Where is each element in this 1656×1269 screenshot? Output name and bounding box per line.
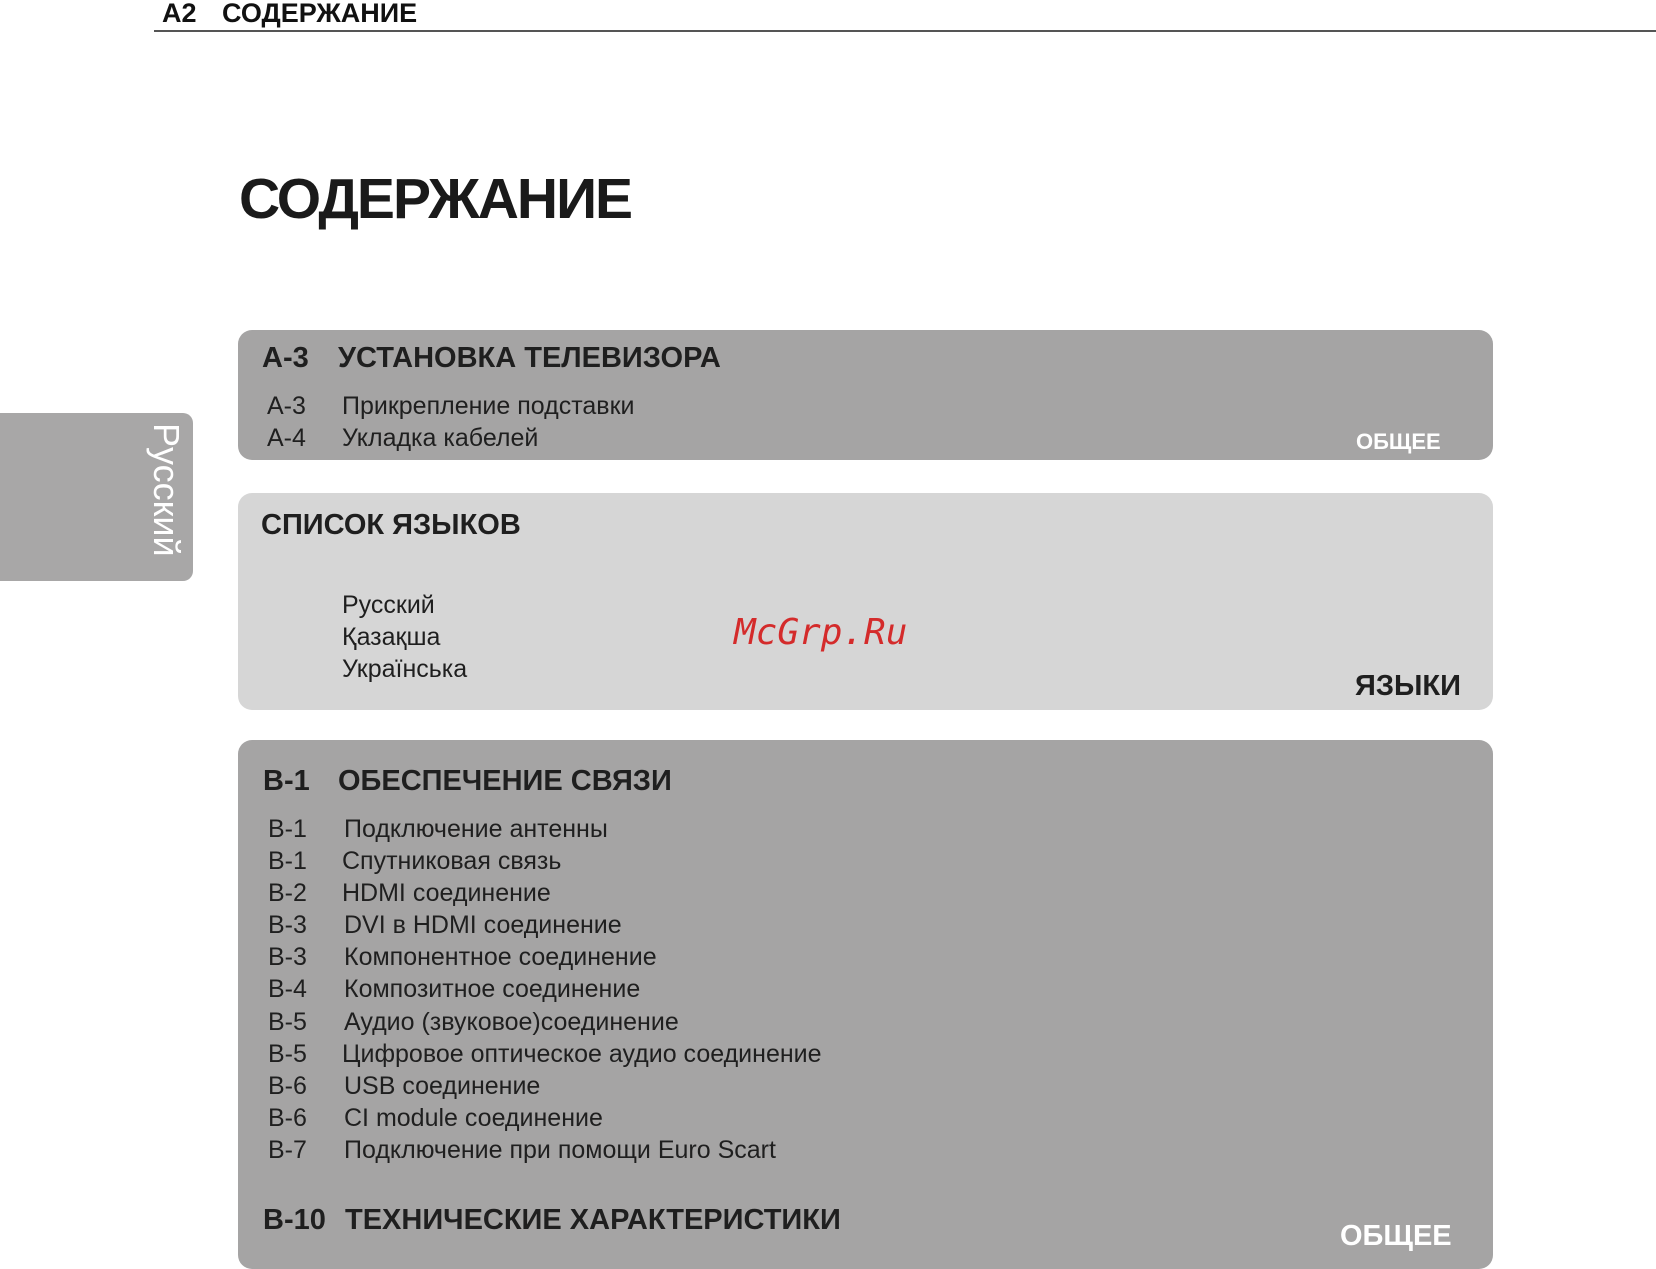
toc-item-label[interactable]: Цифровое оптическое аудио соединение: [342, 1040, 822, 1068]
toc-item-label[interactable]: Композитное соединение: [344, 975, 641, 1003]
toc-item-code: B-3: [268, 943, 307, 971]
toc-item-label[interactable]: HDMI соединение: [342, 879, 551, 907]
section-tag: ОБЩЕЕ: [1356, 429, 1441, 454]
toc-item-label[interactable]: Подключение при помощи Euro Scart: [344, 1136, 776, 1164]
section-title: СПИСОК ЯЗЫКОВ: [261, 509, 521, 541]
header-page-number: A2: [162, 0, 197, 28]
section-languages: [238, 493, 1493, 710]
page-title: СОДЕРЖАНИЕ: [239, 167, 632, 231]
section-code: B-10: [263, 1204, 326, 1236]
section-connections: [238, 740, 1493, 1269]
toc-item-label[interactable]: Компонентное соединение: [344, 943, 657, 971]
toc-item-code: B-4: [268, 975, 307, 1003]
toc-item-code: B-6: [268, 1072, 307, 1100]
section-tag: ОБЩЕЕ: [1340, 1220, 1452, 1252]
toc-item-code: B-5: [268, 1040, 307, 1068]
header-title: СОДЕРЖАНИЕ: [222, 0, 418, 28]
section-installation: [238, 330, 1493, 460]
toc-item-label[interactable]: Аудио (звуковое)соединение: [344, 1008, 679, 1036]
toc-item-label[interactable]: Подключение антенны: [344, 815, 608, 843]
language-item[interactable]: Қазақша: [342, 623, 441, 651]
toc-item-label[interactable]: Прикрепление подставки: [342, 392, 635, 420]
toc-item-label[interactable]: CI module соединение: [344, 1104, 603, 1132]
language-side-tab: [0, 413, 193, 581]
section-title: УСТАНОВКА ТЕЛЕВИЗОРА: [338, 342, 721, 374]
section-title: ТЕХНИЧЕСКИЕ ХАРАКТЕРИСТИКИ: [345, 1204, 841, 1236]
watermark: McGrp.Ru: [734, 612, 908, 653]
section-code: A-3: [262, 342, 309, 374]
toc-item-code: B-7: [268, 1136, 307, 1164]
section-tag: ЯЗЫКИ: [1355, 670, 1461, 702]
language-item[interactable]: Русский: [342, 591, 435, 619]
toc-item-label[interactable]: DVI в HDMI соединение: [344, 911, 622, 939]
toc-item-code: B-1: [268, 815, 307, 843]
page-header: [154, 0, 1656, 32]
toc-item-code: B-3: [268, 911, 307, 939]
toc-item-code: A-3: [267, 392, 306, 420]
toc-item-code: B-2: [268, 879, 307, 907]
toc-item-label[interactable]: Укладка кабелей: [342, 424, 539, 452]
section-code: B-1: [263, 765, 310, 797]
toc-item-code: B-6: [268, 1104, 307, 1132]
toc-item-label[interactable]: Спутниковая связь: [342, 847, 562, 875]
toc-item-label[interactable]: USB соединение: [344, 1072, 541, 1100]
toc-item-code: B-1: [268, 847, 307, 875]
toc-item-code: A-4: [267, 424, 306, 452]
toc-item-code: B-5: [268, 1008, 307, 1036]
section-title: ОБЕСПЕЧЕНИЕ СВЯЗИ: [338, 765, 672, 797]
language-item[interactable]: Українська: [342, 655, 468, 683]
side-tab-label: Русский: [146, 423, 187, 557]
